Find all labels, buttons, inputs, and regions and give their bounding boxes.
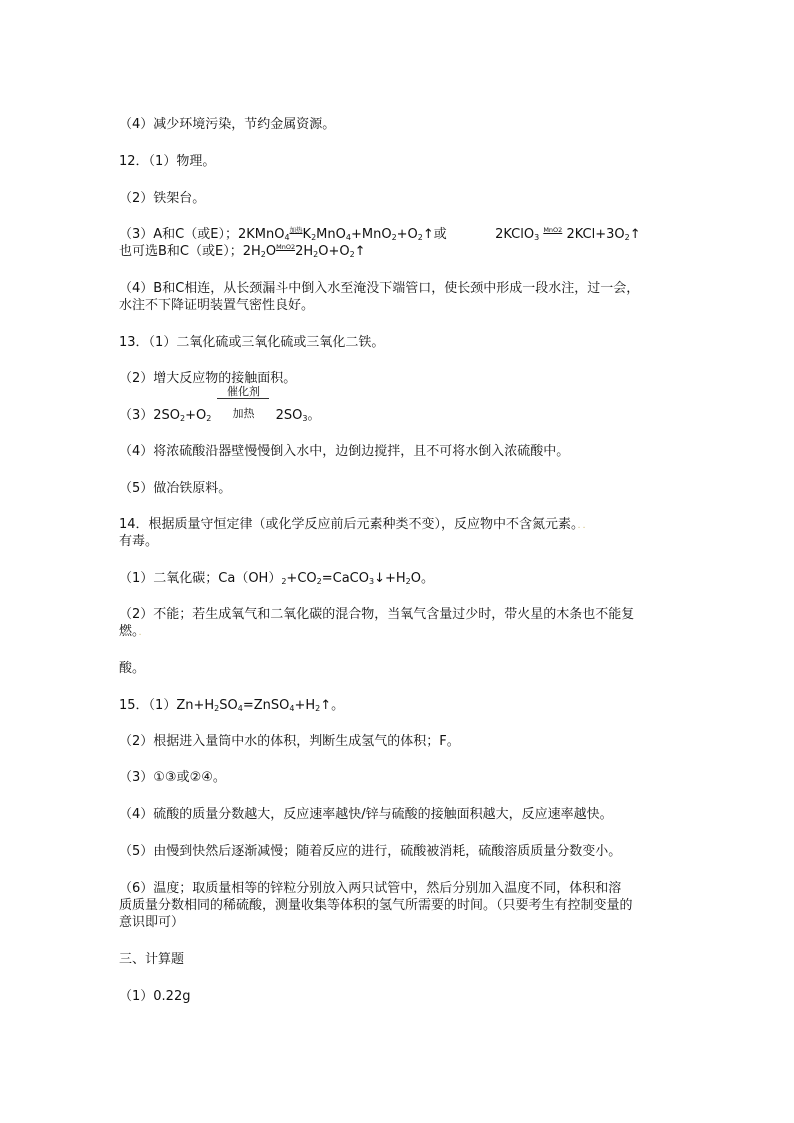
answer-13-4: （4）将浓硫酸沿器壁慢慢倒入水中，边倒边搅拌，且不可将水倒入浓硫酸中。 bbox=[119, 444, 570, 459]
answer-12-3-equation: （3）A和C（或E）；$2KMnO_4^{加热}K_2MnO_4+MnO_2+O_2↑$或 2KClO$_3$ $^{MnO2}$ $2KCl+3O_2↑$ bbox=[119, 226, 641, 242]
answer-15-6-line1: （6）温度；取质量相等的锌粒分别放入两只试管中，然后分别加入温度不同，体积和溶 bbox=[119, 881, 622, 896]
answer-line-4-metal: （4）减少环境污染，节约金属资源。 bbox=[119, 117, 336, 132]
answer-15-6-line2: 质质量分数相同的稀硫酸，测量收集等体积的氢气所需要的时间。（只要考生有控制变量的 bbox=[119, 898, 633, 913]
answer-14-1-equation: （1）二氧化碳；$Ca(OH)_2+CO_2=CaCO_3↓+H_2O$。 bbox=[119, 571, 434, 586]
answer-12-1: 12．（1）物理。 bbox=[119, 154, 216, 169]
answer-calc-1: （1）0.22g bbox=[119, 989, 191, 1004]
answer-15-6-line3: 意识即可） bbox=[119, 915, 185, 930]
answer-12-4-line2: 水注不下降证明装置气密性良好。 bbox=[119, 298, 315, 313]
answer-12-2: （2）铁架台。 bbox=[119, 191, 206, 206]
answer-13-2: （2）增大反应物的接触面积。 bbox=[119, 371, 297, 386]
answer-13-1: 13．（1）二氧化硫或三氧化硫或三氧化二铁。 bbox=[119, 335, 385, 350]
answer-14-acid: 酸。 bbox=[119, 661, 146, 676]
answer-12-4-line1: （4）B和C相连，从长颈漏斗中倒入水至淹没下端管口，使长颈中形成一段水注，过一会， bbox=[119, 281, 640, 296]
answer-15-4: （4）硫酸的质量分数越大，反应速率越快/锌与硫酸的接触面积越大，反应速率越快。 bbox=[119, 807, 613, 822]
answer-15-5: （5）由慢到快然后逐渐减慢；随着反应的进行，硫酸被消耗，硫酸溶质质量分数变小。 bbox=[119, 844, 622, 859]
answer-13-3-equation: $(3)2SO_2+O_2$ 催化剂 加热 $2SO_3$。 bbox=[119, 385, 321, 423]
answer-14-intro: 14．根据质量守恒定律（或化学反应前后元素种类不变），反应物中不含氮元素。．． bbox=[119, 517, 593, 532]
catalyst-label: 催化剂 bbox=[217, 385, 269, 399]
answer-14-2-line2: 燃。． bbox=[119, 624, 149, 639]
mno2-condition: MnO2 bbox=[543, 226, 563, 234]
mno2-condition: MnO2 bbox=[276, 243, 296, 251]
answer-15-1-equation: 15．$(1)Zn+H_2SO_4=ZnSO_4+H_2↑$。 bbox=[119, 698, 345, 713]
answer-14-2-line1: （2）不能；若生成氧气和二氧化碳的混合物，当氧气含量过少时，带火星的木条也不能复 bbox=[119, 607, 635, 622]
heat-condition: 加热 bbox=[289, 226, 303, 234]
answer-14-toxic: 有毒。 bbox=[119, 534, 159, 549]
heating-label: 加热 bbox=[232, 407, 255, 420]
answer-15-3: （3）①③或②④。 bbox=[119, 770, 226, 785]
answer-12-3-alt-equation: 也可选B和C（或E）；$2H_2O^{MnO2}2H_2O+O_2↑$ bbox=[119, 243, 366, 259]
answer-13-5: （5）做冶铁原料。 bbox=[119, 481, 232, 496]
reaction-condition-stack bbox=[217, 385, 269, 424]
section-heading-calculation: 三、计算题 bbox=[119, 952, 185, 967]
answer-15-2: （2）根据进入量筒中水的体积，判断生成氢气的体积；F。 bbox=[119, 734, 460, 749]
